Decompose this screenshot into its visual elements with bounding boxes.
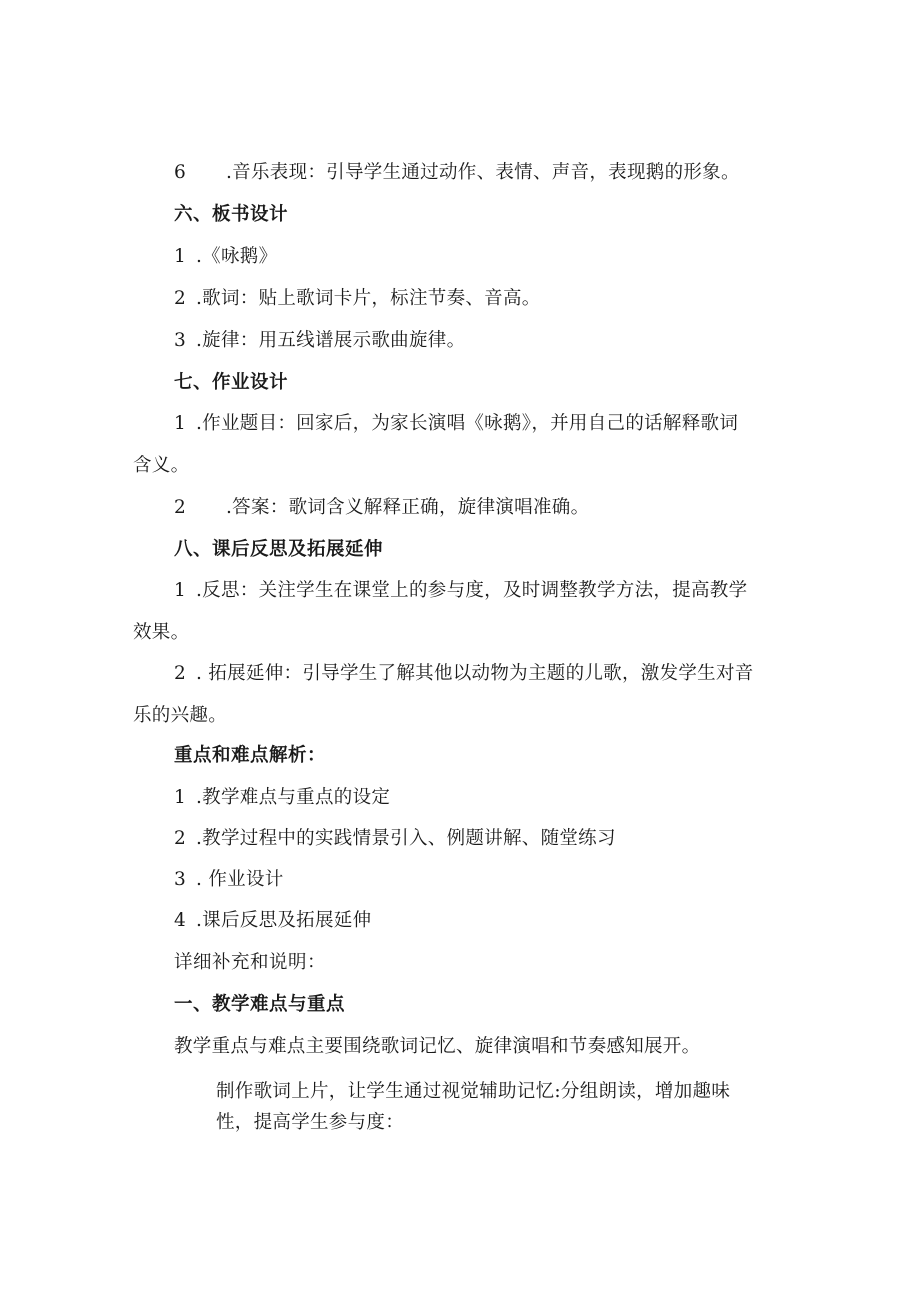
reflection-item-2 — [174, 661, 754, 687]
paragraph-focus: 教学重点与难点主要围绕歌词记忆、旋律演唱和节奏感知展开。 — [174, 1036, 701, 1057]
item-number: 1 — [174, 246, 187, 267]
paragraph-method-line-1: 制作歌词上片，让学生通过视觉辅助记忆:分组朗读，增加趣味 — [216, 1081, 731, 1102]
item-number: 6 — [174, 162, 187, 183]
item-text: .教学过程中的实践情景引入、例题讲解、随堂练习 — [196, 828, 616, 849]
section-heading-difficulties: 一、教学难点与重点 — [174, 994, 346, 1015]
board-item-2 — [174, 286, 541, 312]
item-text: .歌词：贴上歌词卡片，标注节奏、音高。 — [196, 288, 541, 309]
item-text: .教学难点与重点的设定 — [196, 787, 391, 808]
paragraph-method-line-2: 性，提高学生参与度： — [216, 1112, 405, 1133]
reflection-item-1-continuation: 效果。 — [133, 622, 190, 643]
key-item-2 — [174, 826, 616, 852]
homework-item-1 — [174, 411, 738, 437]
key-item-3 — [174, 867, 284, 893]
reflection-item-1 — [174, 578, 747, 604]
item-number: 4 — [174, 910, 187, 931]
section-heading-board-design: 六、板书设计 — [174, 204, 289, 225]
board-item-3 — [174, 328, 465, 354]
item-number: 2 — [174, 828, 187, 849]
item-number: 3 — [174, 869, 187, 890]
key-item-4 — [174, 908, 371, 934]
item-text: .课后反思及拓展延伸 — [196, 910, 372, 931]
section-heading-homework: 七、作业设计 — [174, 372, 289, 393]
item-number: 1 — [174, 787, 187, 808]
section-heading-key-points: 重点和难点解析： — [174, 745, 327, 766]
item-text: .答案：歌词含义解释正确，旋律演唱准确。 — [226, 497, 590, 518]
detail-intro: 详细补充和说明： — [174, 952, 327, 973]
item-number: 1 — [174, 580, 187, 601]
item-text: . 拓展延伸：引导学生了解其他以动物为主题的儿歌，激发学生对音 — [196, 663, 754, 684]
section-heading-reflection: 八、课后反思及拓展延伸 — [174, 539, 384, 560]
item-number: 2 — [174, 663, 187, 684]
item-text: .音乐表现：引导学生通过动作、表情、声音，表现鹅的形象。 — [226, 162, 740, 183]
item-text: .旋律：用五线谱展示歌曲旋律。 — [196, 330, 466, 351]
item-number: 1 — [174, 413, 187, 434]
item-music-performance — [174, 160, 740, 186]
item-text: . 作业设计 — [196, 869, 284, 890]
item-number: 3 — [174, 330, 187, 351]
homework-item-1-continuation: 含义。 — [133, 455, 190, 476]
board-item-1 — [174, 244, 277, 270]
key-item-1 — [174, 785, 390, 811]
reflection-item-2-continuation: 乐的兴趣。 — [133, 705, 228, 726]
item-text: .《咏鹅》 — [196, 246, 278, 267]
item-text: .反思：关注学生在课堂上的参与度，及时调整教学方法，提高教学 — [196, 580, 748, 601]
item-number: 2 — [174, 288, 187, 309]
item-number: 2 — [174, 497, 187, 518]
homework-item-2 — [174, 495, 589, 521]
item-text: .作业题目：回家后，为家长演唱《咏鹅》，并用自己的话解释歌词 — [196, 413, 739, 434]
